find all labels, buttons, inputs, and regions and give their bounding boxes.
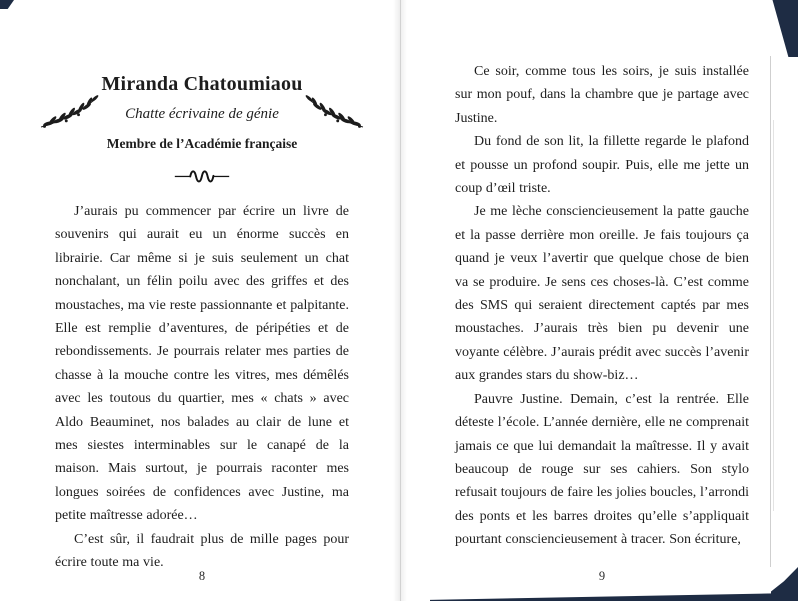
paragraph: C’est sûr, il faudrait plus de mille pages pour écrire toute ma vie.: [55, 531, 349, 571]
title-stack: [101, 72, 302, 152]
paragraph: J’aurais pu commencer par écrire un livre de souvenirs qui aurait eu un énorme succès en librairie. Car même si je suis seulement un chat nonchalant, un félin poilu avec des griffes et des moustaches, ma vie reste passionnante et palpitante. Elle est remplie d’aventures, de péripéties et de rebondissements. Je pourrais relater mes parties de chasse à la mouche contre les vitres, mes démêlés avec les toutous du quartier, mes « chats » avec Aldo Beauminet, nos balades au clair de lune et mes siestes interminables sur le canapé de la maison. Mais surtout, je pourrais raconter mes longues soirées de confidences avec Justine, ma petite maîtresse adorée…: [55, 204, 349, 524]
left-page-body: [55, 200, 349, 575]
paragraph: Pauvre Justine. Demain, c’est la rentrée. Elle déteste l’école. L’année dernière, elle ne comprenait jamais ce que lui demandait la maîtresse. Il y avait beaucoup de rouge sur ses cahiers. Son stylo refusait toujours de faire les jolies boucles, l’arrondi des ponts et les barres droites qu’elle s’appliquait pourtant consciencieusement à tracer. Son écriture,: [455, 391, 749, 548]
chapter-header: [55, 72, 349, 152]
page-number-left: 8: [198, 569, 206, 583]
right-page-body: [455, 60, 749, 552]
paragraph: Ce soir, comme tous les soirs, je suis installée sur mon pouf, dans la chambre que je partage avec Justine.: [455, 64, 749, 126]
paragraph: Je me lèche consciencieusement la patte gauche et la passe derrière mon oreille. Je fais toujours ça quand je veux l’avertir que quelque chose de bien va se produire. Je sens ces choses-là. C’est comme des SMS qui seraient directement captés par mes moustaches. J’aurais très bien pu devenir une voyante célèbre. J’aurais prédit avec succès l’avenir aux grandes stars du show-biz…: [455, 204, 749, 384]
page-number-right: 9: [598, 569, 606, 583]
olive-branch-left-icon: [39, 91, 99, 133]
page-subtitle: Chatte écrivaine de génie: [125, 106, 279, 122]
olive-branch-right-icon: [305, 91, 365, 133]
paragraph: Du fond de son lit, la fillette regarde le plafond et pousse un profond soupir. Puis, elle me jette un coup d’œil triste.: [455, 134, 749, 197]
membership-line: Membre de l’Académie française: [106, 136, 298, 151]
squiggle-divider-icon: [55, 169, 349, 184]
page-edge-line-inner: [773, 120, 774, 511]
photo-background-corner-top-right: [768, 0, 798, 57]
page-edge-line: [770, 56, 771, 567]
page-title: Miranda Chatoumiaou: [101, 73, 303, 95]
right-page: [401, 0, 770, 601]
